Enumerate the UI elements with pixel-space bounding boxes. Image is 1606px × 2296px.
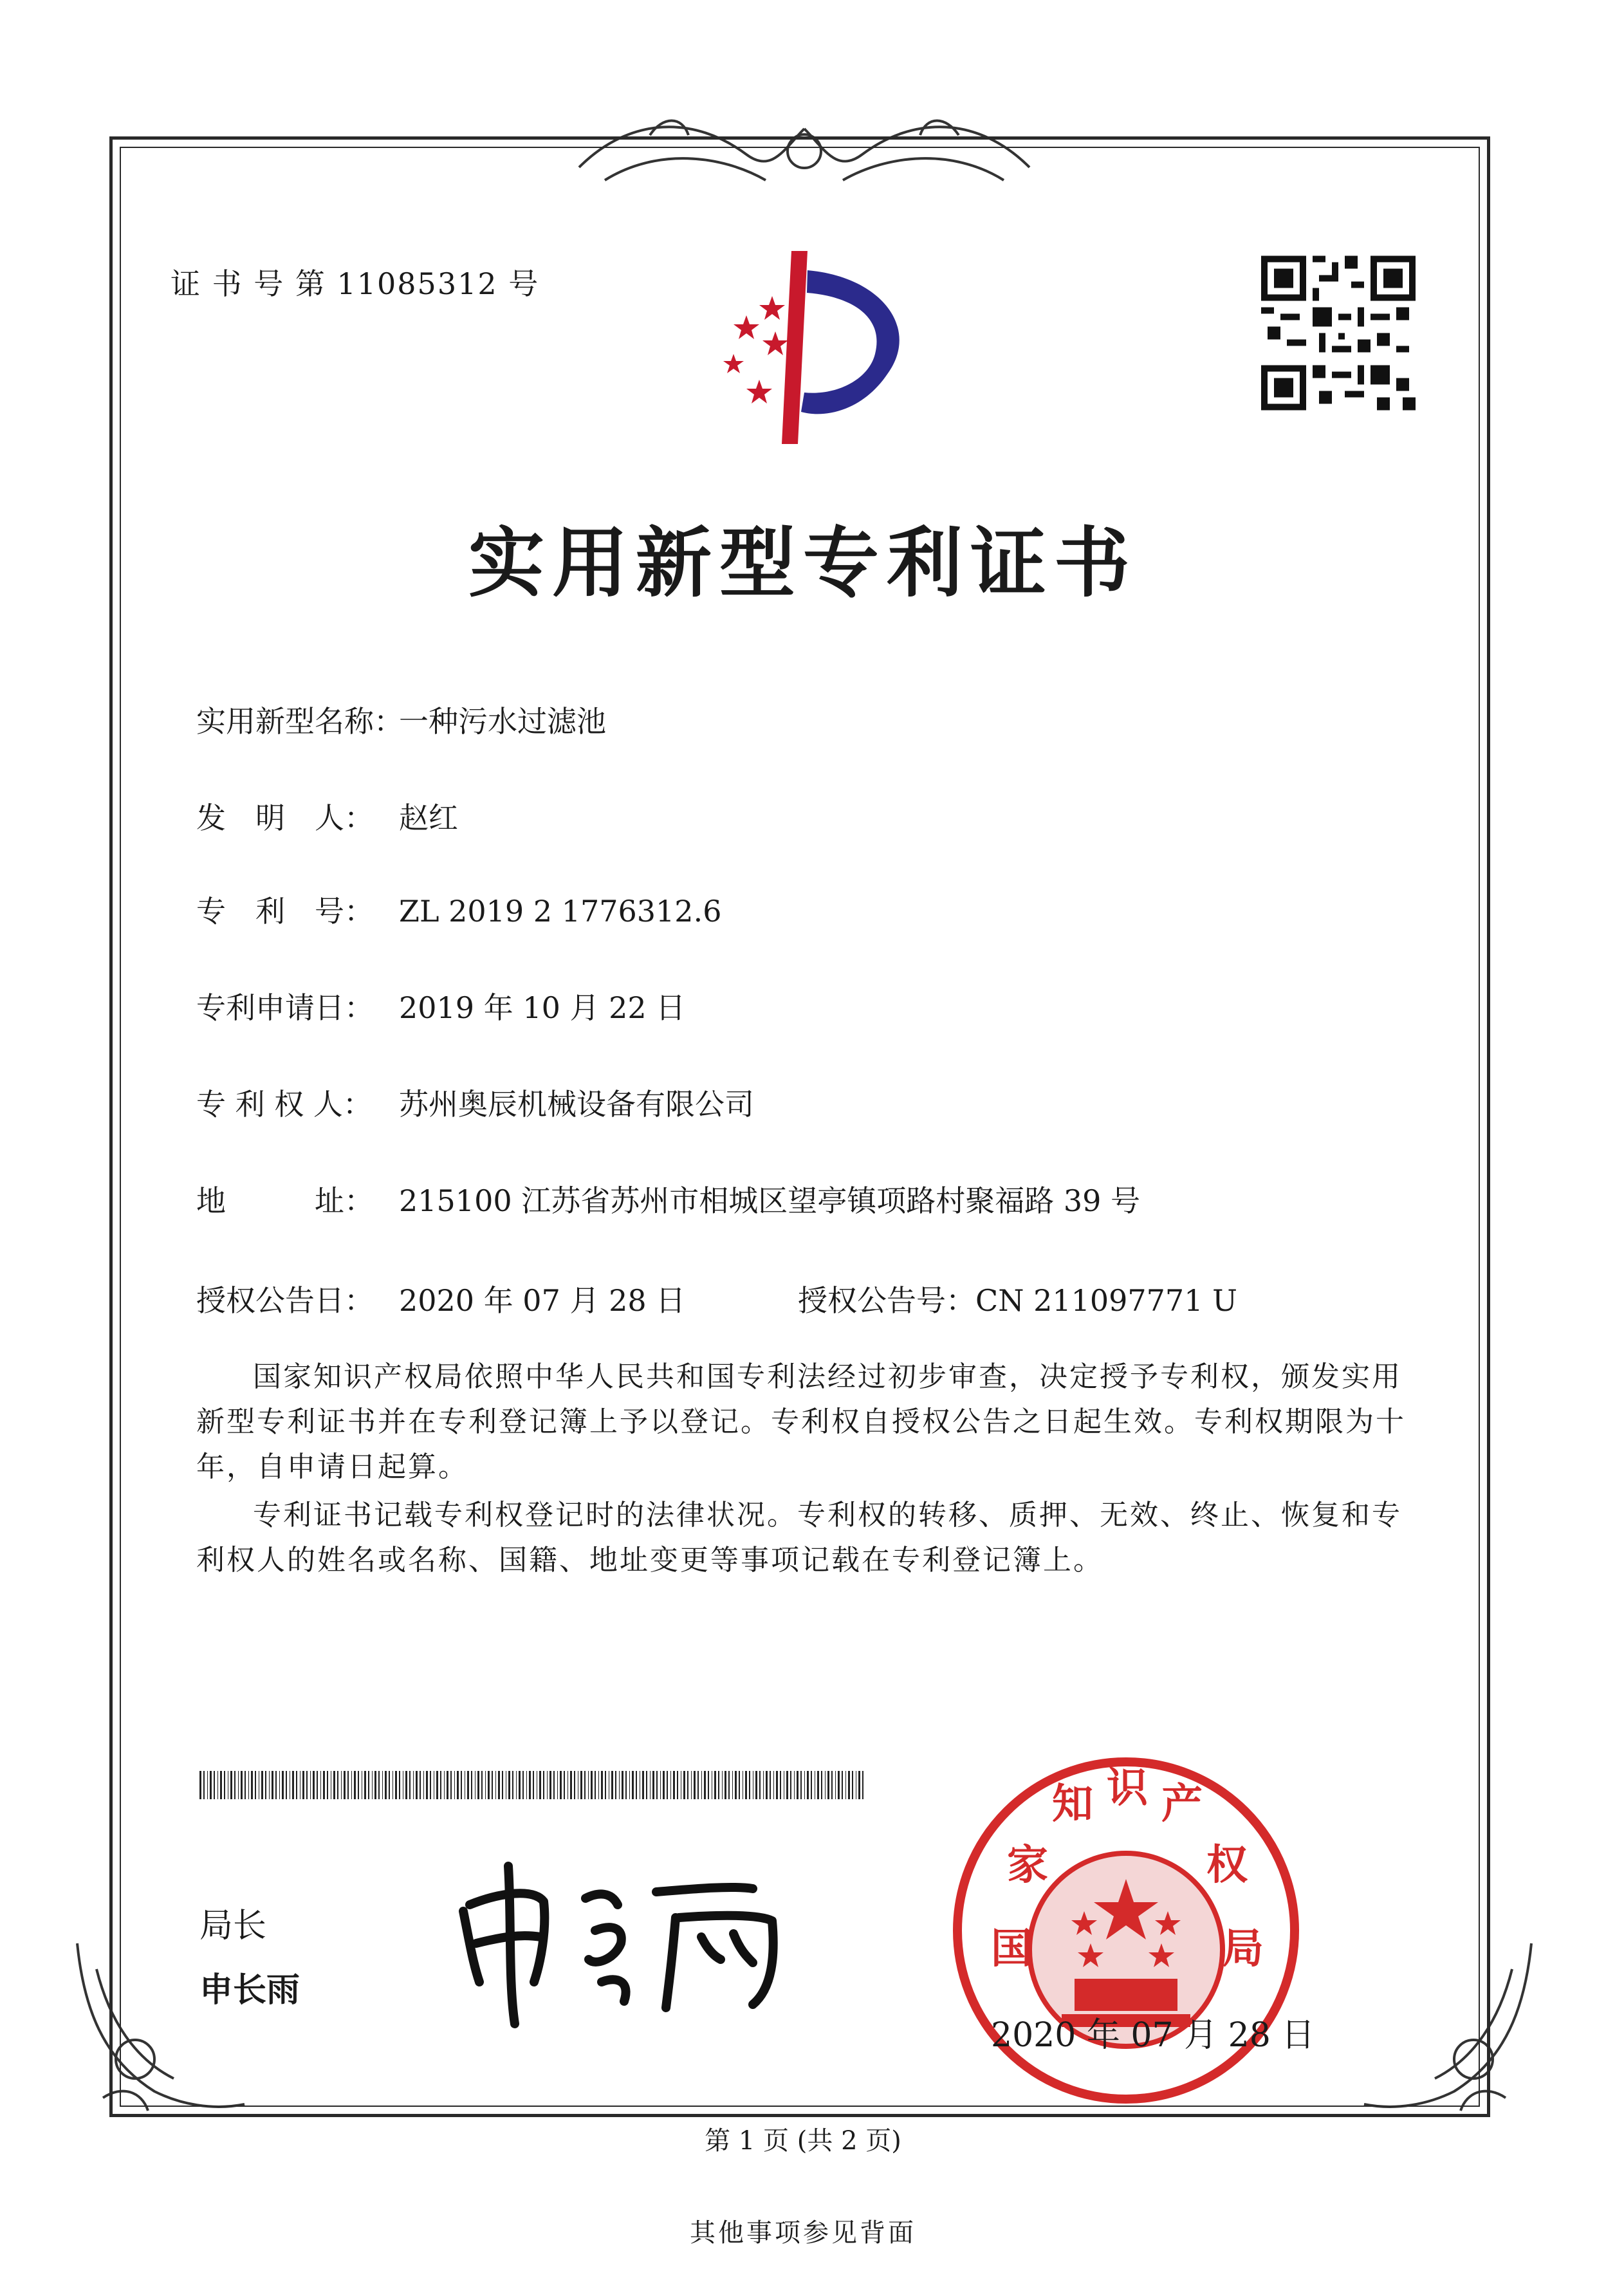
filing-date-row [196, 985, 685, 1027]
field-label: 实用新型名称： [196, 704, 403, 739]
field-label: 授权公告日： [196, 1283, 374, 1318]
inventor-row [196, 795, 458, 837]
address-row [196, 1178, 1140, 1220]
field-label: 发 明 人： [196, 801, 374, 835]
patentee-name: 苏州奥辰机械设备有限公司 [399, 1087, 754, 1122]
certificate-paragraph: 国家知识产权局依照中华人民共和国专利法经过初步审查，决定授予专利权，颁发实用新型专利证书并在专利登记簿上予以登记。专利权自授权公告之日起生效。专利权期限为十年，自申请日起算。 [196, 1360, 1406, 1483]
field-label: 专 利 号： [196, 894, 374, 929]
field-label: 专利申请日： [196, 990, 374, 1025]
svg-text:家: 家 [1007, 1842, 1048, 1889]
grant-date-row [196, 1277, 685, 1320]
grant-number-row [798, 1277, 1237, 1320]
utility-model-name: 一种污水过滤池 [399, 704, 606, 739]
svg-text:权: 权 [1206, 1842, 1248, 1889]
handwritten-signature [450, 1853, 811, 2033]
certificate-paragraph: 专利证书记载专利权登记时的法律状况。专利权的转移、质押、无效、终止、恢复和专利权人的姓名或名称、国籍、地址变更等事项记载在专利登记簿上。 [196, 1499, 1402, 1577]
grant-date: 2020 年 07 月 28 日 [399, 1283, 686, 1318]
page-indicator: 第 1 页 (共 2 页) [705, 2126, 901, 2156]
barcode [199, 1771, 865, 1799]
seal-date: 2020 年 07 月 28 日 [991, 2016, 1315, 2055]
svg-text:识: 识 [1107, 1764, 1148, 1812]
official-seal [946, 1750, 1306, 2111]
filing-date: 2019 年 10 月 22 日 [399, 990, 686, 1025]
patent-office-logo [669, 251, 927, 450]
patent-number: ZL 2019 2 1776312.6 [399, 894, 722, 929]
signatory-title: 局长 [199, 1907, 267, 1945]
signatory-name: 申长雨 [199, 1971, 300, 2010]
field-label: 授权公告号： [798, 1283, 975, 1318]
certificate-number: 证 书 号 第 11085312 号 [171, 266, 540, 301]
inventor-name: 赵红 [399, 801, 458, 835]
utility-model-name-row [196, 698, 606, 741]
patentee-row [196, 1081, 754, 1124]
field-label: 地 址： [196, 1183, 374, 1218]
field-label: 专 利 权 人： [196, 1087, 373, 1122]
svg-text:知: 知 [1052, 1781, 1093, 1828]
grant-number: CN 211097771 U [975, 1283, 1237, 1318]
address: 215100 江苏省苏州市相城区望亭镇项路村聚福路 39 号 [399, 1183, 1140, 1218]
svg-text:产: 产 [1161, 1781, 1203, 1828]
svg-text:局: 局 [1223, 1925, 1264, 1973]
svg-text:国: 国 [991, 1925, 1032, 1973]
footer-note: 其他事项参见背面 [690, 2218, 916, 2248]
certificate-title: 实用新型专利证书 [468, 519, 1138, 607]
patent-number-row [196, 888, 721, 930]
qr-code [1261, 254, 1416, 412]
